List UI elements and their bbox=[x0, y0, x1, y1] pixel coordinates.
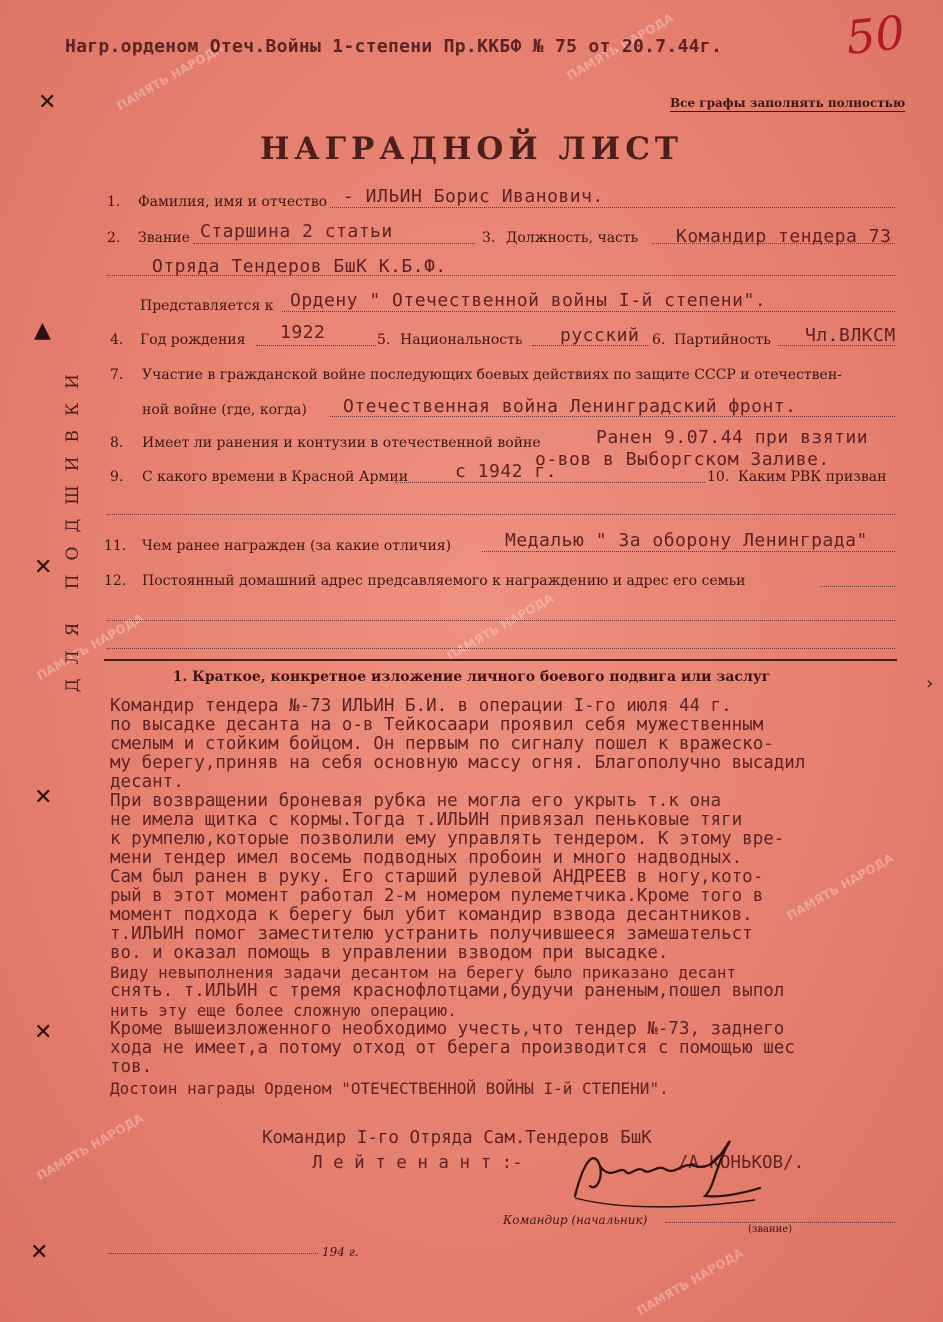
position-value: Командир тендера 73 bbox=[676, 226, 892, 247]
field-number: 12. bbox=[104, 573, 127, 589]
narrative-line: Виду невыполнения задачи десантом на берегу было приказано десант bbox=[110, 963, 737, 982]
field-number: 3. bbox=[482, 230, 496, 246]
signer-unit: Командир I-го Отряда Сам.Тендеров БшК bbox=[262, 1128, 652, 1148]
narrative-line: Кроме вышеизложенного необходимо учесть,что тендер №-73, заднего bbox=[110, 1019, 785, 1039]
draft-office-label: Каким РВК призван bbox=[738, 469, 887, 485]
war-participation-label-continued: ной войне (где, когда) bbox=[142, 402, 307, 418]
fill-line bbox=[107, 648, 895, 649]
field-number: 9. bbox=[110, 469, 124, 485]
field-number: 7. bbox=[110, 367, 124, 383]
document-title: НАГРАДНОЙ ЛИСТ bbox=[260, 131, 683, 167]
page-number: 50 bbox=[843, 5, 908, 65]
field-number: 6. bbox=[652, 332, 666, 348]
wounds-label: Имеет ли ранения и контузии в отечественной войне bbox=[142, 435, 541, 451]
fill-line bbox=[108, 1253, 318, 1254]
watermark: ПАМЯТЬ НАРОДА bbox=[114, 40, 226, 114]
full-name-label: Фамилия, имя и отчество bbox=[138, 194, 328, 210]
section-divider bbox=[104, 659, 897, 661]
war-participation-label: Участие в гражданской войне последующих боевых действиях по защите СССР и отечествен- bbox=[142, 367, 842, 383]
narrative-line: тов. bbox=[110, 1057, 153, 1077]
presented-for-label: Представляется к bbox=[140, 298, 274, 314]
handwritten-signature bbox=[565, 1136, 765, 1216]
narrative-line: рый в этот момент работал 2-м номером пулеметчика.Кроме того в bbox=[110, 886, 764, 906]
war-participation-value: Отечественная война Ленинградский фронт. bbox=[343, 396, 797, 417]
rank-value: Старшина 2 статьи bbox=[200, 221, 393, 242]
field-number: 5. bbox=[377, 332, 391, 348]
previous-awards-label: Чем ранее награжден (за какие отличия) bbox=[142, 538, 452, 554]
nationality-value: русский bbox=[560, 325, 640, 346]
birth-year-label: Год рождения bbox=[140, 332, 246, 348]
fill-line bbox=[107, 514, 895, 515]
fill-line bbox=[330, 207, 895, 208]
field-number: 4. bbox=[110, 332, 124, 348]
narrative-line: десант. bbox=[110, 772, 184, 792]
field-number: 2. bbox=[107, 230, 121, 246]
narrative-line: Сам был ранен в руку. Его старший рулевой АНДРЕЕВ в ногу,кото- bbox=[110, 867, 764, 887]
watermark: ПАМЯТЬ НАРОДА bbox=[444, 590, 556, 664]
narrative-line: При возвращении броневая рубка не могла его укрыть т.к она bbox=[110, 791, 722, 811]
rank-caption: (звание) bbox=[748, 1224, 793, 1235]
fill-line bbox=[778, 345, 895, 346]
narrative-line: т.ИЛЬИН помог заместителю устранить получившееся замешательст bbox=[110, 924, 753, 944]
narrative-line: во. и оказал помощь в управлении взводом при высадке. bbox=[110, 943, 669, 963]
full-name-value: - ИЛЬИН Борис Иванович. bbox=[343, 186, 604, 207]
fill-line bbox=[107, 275, 895, 276]
nationality-label: Национальность bbox=[400, 332, 523, 348]
narrative-line: по высадке десанта на о-в Тейкосаари проявил себя мужественным bbox=[110, 715, 764, 735]
narrative-line: Достоин награды Орденом "ОТЕЧЕСТВЕННОЙ ВОЙНЫ I-й СТЕПЕНИ". bbox=[110, 1079, 669, 1098]
presented-for-value: Ордену " Отечественной войны I-й степени". bbox=[290, 290, 767, 311]
fill-line bbox=[282, 311, 895, 312]
narrative-line: не имела щитка с кормы.Тогда т.ИЛЬИН привязал пеньковые тяги bbox=[110, 810, 743, 830]
field-number: 11. bbox=[104, 538, 127, 554]
narrative-line: смелым и стойким бойцом. Он первым по сигналу пошел к вражеско- bbox=[110, 734, 774, 754]
award-order-note: Нагр.орденом Отеч.Войны 1-степени Пр.ККБФ № 75 от 20.7.44г. bbox=[65, 36, 723, 57]
margin-mark: ✕ bbox=[34, 1020, 53, 1045]
rank-label: Звание bbox=[138, 230, 190, 246]
fill-line bbox=[820, 586, 895, 587]
margin-mark: ✕ bbox=[30, 1240, 49, 1265]
year-caption: 194 г. bbox=[322, 1245, 359, 1259]
fill-line bbox=[395, 482, 705, 483]
fill-line bbox=[482, 551, 895, 552]
party-value: Чл.ВЛКСМ bbox=[805, 325, 896, 346]
fill-line bbox=[532, 345, 650, 346]
narrative-line: нить эту еще более сложную операцию. bbox=[110, 1001, 457, 1020]
signer-rank: Л е й т е н а н т :- bbox=[312, 1153, 523, 1173]
narrative-body bbox=[110, 697, 940, 1098]
previous-awards-value: Медалью " За оборону Ленинграда" bbox=[505, 530, 868, 551]
narrative-line: Командир тендера №-73 ИЛЬИН Б.И. в операции I-го июля 44 г. bbox=[110, 696, 732, 716]
commander-caption: Командир (начальник) bbox=[503, 1213, 648, 1227]
army-since-value: с 1942 г. bbox=[455, 461, 558, 482]
narrative-line: му берегу,приняв на себя основную массу огня. Благополучно высадил bbox=[110, 753, 806, 773]
fill-line bbox=[330, 416, 895, 417]
margin-mark: ▲ bbox=[34, 318, 51, 343]
wounds-value: Ранен 9.07.44 при взятии bbox=[596, 427, 869, 448]
army-since-label: С какого времени в Красной Армии bbox=[142, 469, 409, 485]
page-arrow-icon: › bbox=[926, 673, 934, 694]
fill-line bbox=[193, 243, 475, 244]
position-value-continued: Отряда Тендеров БшК К.Б.Ф. bbox=[152, 256, 447, 277]
narrative-line: мени тендер имел восемь подводных пробоин и много надводных. bbox=[110, 848, 743, 868]
fill-line bbox=[256, 345, 376, 346]
party-label: Партийность bbox=[674, 332, 771, 348]
margin-mark: ✕ bbox=[38, 90, 57, 115]
position-label: Должность, часть bbox=[506, 230, 639, 246]
side-label-text: ДЛЯ ПОДШИВКИ bbox=[63, 360, 83, 693]
birth-year-value: 1922 bbox=[280, 322, 326, 343]
watermark: ПАМЯТЬ НАРОДА bbox=[34, 610, 146, 684]
watermark: ПАМЯТЬ НАРОДА bbox=[784, 850, 896, 924]
home-address-label: Постоянный домашний адрес предсавляемого к награждению и адрес его семьи bbox=[142, 573, 746, 589]
watermark: ПАМЯТЬ НАРОДА bbox=[34, 1110, 146, 1184]
field-number: 1. bbox=[107, 194, 121, 210]
fill-line bbox=[652, 243, 895, 244]
narrative-line: хода не имеет,а потому отход от берега производится с помощью шес bbox=[110, 1038, 795, 1058]
fill-all-instruction: Все графы заполнять полностью bbox=[670, 96, 906, 110]
signer-name: /А.КОНЬКОВ/. bbox=[677, 1153, 805, 1173]
watermark: ПАМЯТЬ НАРОДА bbox=[564, 10, 676, 84]
margin-mark: ✕ bbox=[34, 555, 53, 580]
fill-line bbox=[107, 620, 895, 621]
side-label-binding bbox=[57, 360, 81, 703]
narrative-line: момент подхода к берегу был убит командир взвода десантников. bbox=[110, 905, 753, 925]
margin-mark: ✕ bbox=[34, 785, 53, 810]
narrative-line: снять. т.ИЛЬИН с тремя краснофлотцами,будучи раненым,пошел выпол bbox=[110, 981, 785, 1001]
field-number: 8. bbox=[110, 435, 124, 451]
narrative-line: к румпелю,которые позволили ему управлять тендером. К этому вре- bbox=[110, 829, 785, 849]
watermark: ПАМЯТЬ НАРОДА bbox=[634, 1245, 746, 1319]
fill-line bbox=[665, 1222, 895, 1223]
narrative-heading: 1. Краткое, конкретное изложение личного боевого подвига или заслуг bbox=[172, 669, 771, 685]
wounds-value-continued: о-вов в Выборгском Заливе. bbox=[535, 449, 830, 470]
field-number: 10. bbox=[707, 469, 730, 485]
